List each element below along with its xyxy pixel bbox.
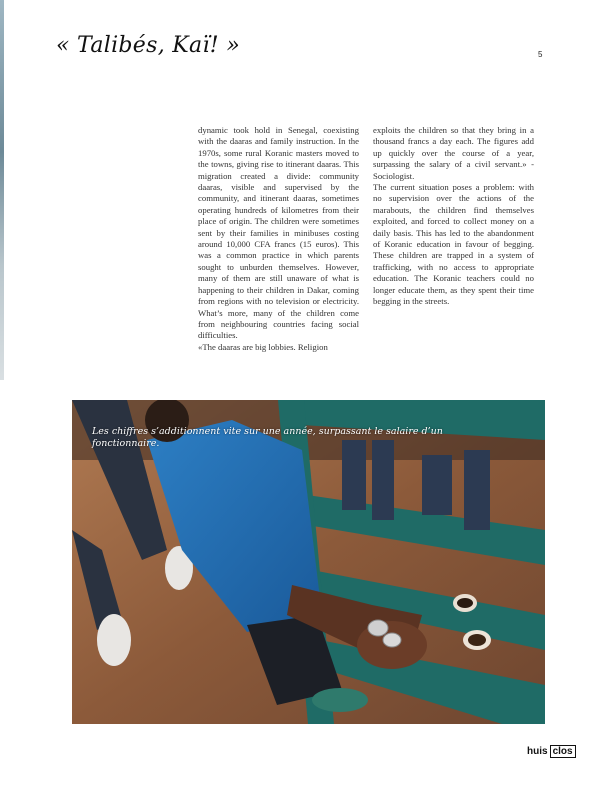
paragraph: exploits the children so that they bring in a thousand francs a day each. The figures add up quickly over the course of a year, surpassing the salary of a civil servant.» - Sociologist. (373, 125, 534, 181)
paragraph: «The daaras are big lobbies. Religion (198, 341, 328, 352)
article-column-right (373, 125, 534, 308)
article-column-left (198, 125, 359, 353)
paragraph: dynamic took hold in Senegal, coexisting with the daaras and family instruction. In the 1970s, some rural Koranic masters moved to the towns, giving rise to itinerant daaras. This migration created a divide: community daaras, visible and supervised by the community, and itinerant daaras, sometimes operating hundreds of kilometres from their place of origin. The children were sometimes sent by their families in minibuses costing around 10,000 CFA francs (15 euros). This was a common practice in which parents sought to unburden themselves. However, many of them are still unaware of what is happening to their children in Dakar, coming from regions with no television or electricity. What’s more, many of the children come from neighbouring countries facing social difficulties. (198, 125, 359, 341)
adjacent-page-edge (0, 0, 4, 380)
page-title: « Talibés, Kaï! » (56, 33, 240, 58)
logo-part-1: huis (527, 746, 548, 757)
logo-part-2: clos (550, 745, 576, 758)
paragraph: The current situation poses a problem: with no supervision over the actions of the marabouts, the children find themselves exploited, and forced to collect money on a daily basis. This has led to the abandonment of Koranic education in favour of begging. These children are trapped in a system of trafficking, with no access to appropriate education. The Koranic teachers could no longer educate them, as they spent their time begging in the streets. (373, 182, 534, 307)
page-number: 5 (538, 50, 543, 59)
publication-logo (527, 745, 576, 758)
photo-caption: Les chiffres s’additionnent vite sur une année, surpassant le salaire d’un fonctionnaire. (92, 426, 443, 449)
